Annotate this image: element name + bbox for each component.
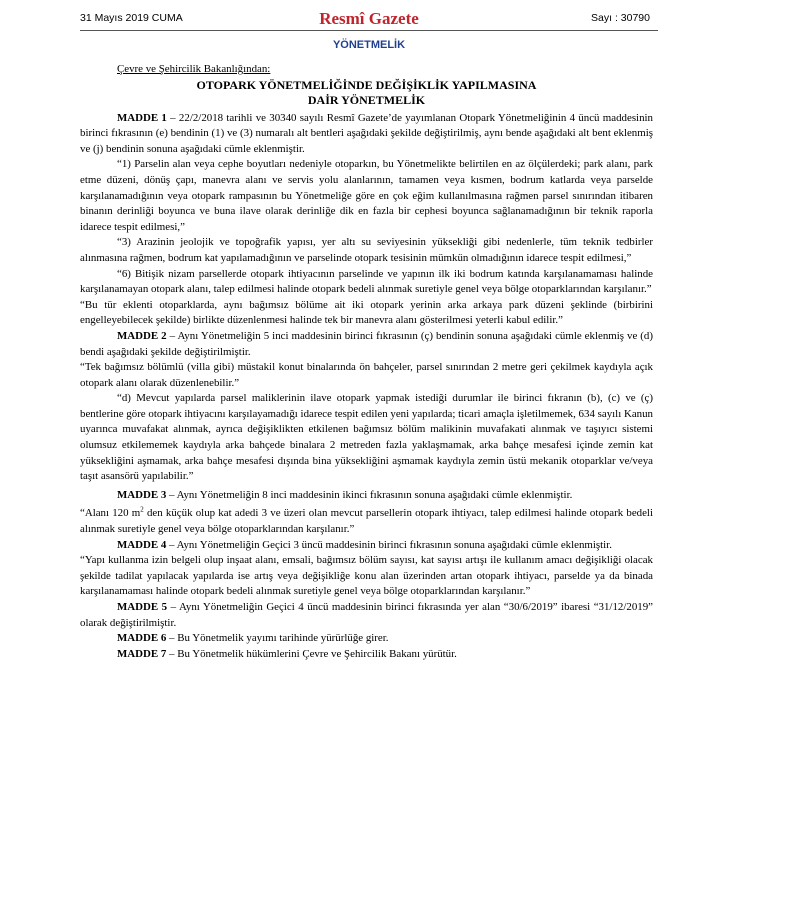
article-6-label: MADDE 6 [117,632,167,645]
quote-villa: “Tek bağımsız bölümlü (villa gibi) müstakil konut binalarında ön bahçeler, parsel sınırından 2 metre geri çekilmek kaydıyla açık otopark alanı olarak düzenlenebilir.” [80,361,653,389]
regulation-title-line-1: OTOPARK YÖNETMELİĞİNDE DEĞİŞİKLİK YAPILMASINA [196,77,537,92]
article-4 [80,538,653,554]
article-2-text: – Aynı Yönetmeliğin 5 inci maddesinin birinci fıkrasının (ç) bendinin sonuna aşağıdaki cümle eklenmiş ve (d) bendi aşağıdaki şekilde değiştirilmiştir. [80,329,653,358]
article-1-text: – 22/2/2018 tarihli ve 30340 sayılı Resmî Gazete’de yayımlanan Otopark Yönetmeliğinin 4 üncü maddesinin birinci fıkrasının (e) bendinin (1) ve (3) numaralı alt bentleri aşağıdaki şekilde değiştirilmiş, aynı bende aşağıdaki alt bent eklenmiş ve (j) bendinin sonuna aşağıdaki cümle eklenmiştir. [80,111,654,155]
header-date: 31 Mayıs 2019 CUMA [80,12,183,24]
quote-subclause-3: “3) Arazinin jeolojik ve topoğrafik yapısı, yer altı su seviyesinin yüksekliği gibi nedenlerle, tüm teknik tedbirler alınmasına rağmen, bodrum kat yapılamadığının ve parselinde otopark tesisinin mümkün olmadığının idarece tespit edilmesi,” [80,236,653,264]
article-2-label: MADDE 2 [117,329,167,342]
quote-area-120 [80,506,653,537]
article-1 [80,111,653,158]
article-5 [80,600,653,631]
article-5-label: MADDE 5 [117,601,168,613]
article-7 [80,647,653,663]
header-divider [80,30,658,31]
quote-annex-parking: “Bu tür eklenti otoparklarda, aynı bağımsız bölüme ait iki otopark yerinin arka arkaya park düzeni şeklinde (birbirini engelleyebilecek şekilde) birlikte düzenlenmesi halinde tek bir manevra alanı gösterilmesi yeterli kabul edilir.” [80,298,653,327]
page-header [80,9,658,31]
article-6-text: – Bu Yönetmelik yayımı tarihinde yürürlüğe girer. [166,632,389,645]
gazette-title: Resmî Gazete [319,9,419,28]
article-4-label: MADDE 4 [117,538,167,551]
regulation-title-line-2: DAİR YÖNETMELİK [307,92,426,107]
article-6 [80,631,653,647]
quote-subclause-6: “6) Bitişik nizam parsellerde otopark ihtiyacının parselinde ve yapının ilk iki bodrum katında karşılanamaması halinde karşılanamayan otopark alanı, talep edilmesi halinde otopark bedeli alınmak suretiyle genel veya bölge otoparklarından karşılanır.” [80,267,653,296]
section-heading: YÖNETMELİK [332,39,406,51]
article-7-text: – Bu Yönetmelik hükümlerini Çevre ve Şehircilik Bakanı yürütür. [166,647,457,660]
superscript-2: 2 [140,505,144,514]
article-3-text: – Aynı Yönetmeliğin 8 inci maddesinin ikinci fıkrasının sonuna aşağıdaki cümle eklenmiştir. [166,488,573,501]
issue-number: Sayı : 30790 [591,12,650,24]
article-3 [80,488,653,504]
quote-area-120-post: den küçük olup kat adedi 3 ve üzeri olan mevcut parsellerin otopark ihtiyacı, talep edilmesi halinde otopark bedeli alınmak suretiyle genel veya bölge otoparklarından karşılanır.” [80,507,653,536]
article-3-label: MADDE 3 [117,488,167,501]
quote-area-120-pre: “Alanı 120 m [80,507,141,520]
article-1-label: MADDE 1 [117,111,167,124]
article-4-text: – Aynı Yönetmeliğin Geçici 3 üncü maddesinin birinci fıkrasının sonuna aşağıdaki cümle eklenmiştir. [166,538,612,551]
quote-clause-d: “d) Mevcut yapılarda parsel maliklerinin ilave otopark yapmak istediği durumlar ile birinci fıkranın (b), (c) ve (ç) bentlerine göre otopark ihtiyacını karşılayamadığı idarece tespit edilen yeni yapılarda; ticari amaçla işletilmemek, 634 sayılı Kanun uyarınca muvafakat alınmak, ayrıca değişiklikten etkilenen bağımsız bölüm malikinin muvafakati alınmak ve taşıyıcı sistemi olumsuz etkilememek kaydıyla arka bahçede binalara 2 metreden fazla yaklaşmamak, arka bahçe mesafesi içinde zemin kat yüksekliğini aşmamak, arka bahçe mesafesi dışında bina yüksekliğini aşmamak kaydıyla zemin üstü mekanik otoparklar ve/veya taşıt asansörü yapılabilir.” [80,392,653,483]
article-2 [80,329,653,360]
article-5-text: – Aynı Yönetmeliğin Geçici 4 üncü maddesinin birinci fıkrasında yer alan “30/6/2019” ibaresi “31/12/2019” olarak değiştirilmiştir. [80,601,653,629]
ministry-line: Çevre ve Şehircilik Bakanlığından: [117,63,271,75]
regulation-body [80,62,653,662]
quote-subclause-1: “1) Parselin alan veya cephe boyutları nedeniyle otoparkın, bu Yönetmelikte belirtilen en az ölçülerdeki; park alanı, park etme düzeni, dönüş çapı, manevra alanı ve servis yolu alanlarının, tamamen veya kısmen, bodrum katlarda veya parselde karşılanamadığının veya otopark rampasının bu Yönetmeliğe göre en çok eğim kullanılmasına rağmen parsel sınırından itibaren binanın derinliği boyunca ve buna ilave olarak derinliğe dik en fazla bir cephesi boyunca sağlanamadığının bir teknik raporla idarece tespit edilmesi,” [80,158,653,233]
quote-building-permit: “Yapı kullanma izin belgeli olup inşaat alanı, emsali, bağımsız bölüm sayısı, kat sayısı artışı ile kullanım amacı değişikliği olacak şekilde tadilat yapılacak yapılarda ise artış veya değişikliğe konu alan üzerinden artan otopark ihtiyacı, parselde ya da binada karşılanamaması halinde otopark bedeli alınmak suretiyle genel veya bölge otoparklarından karşılanır.” [80,554,653,598]
article-7-label: MADDE 7 [117,647,167,660]
